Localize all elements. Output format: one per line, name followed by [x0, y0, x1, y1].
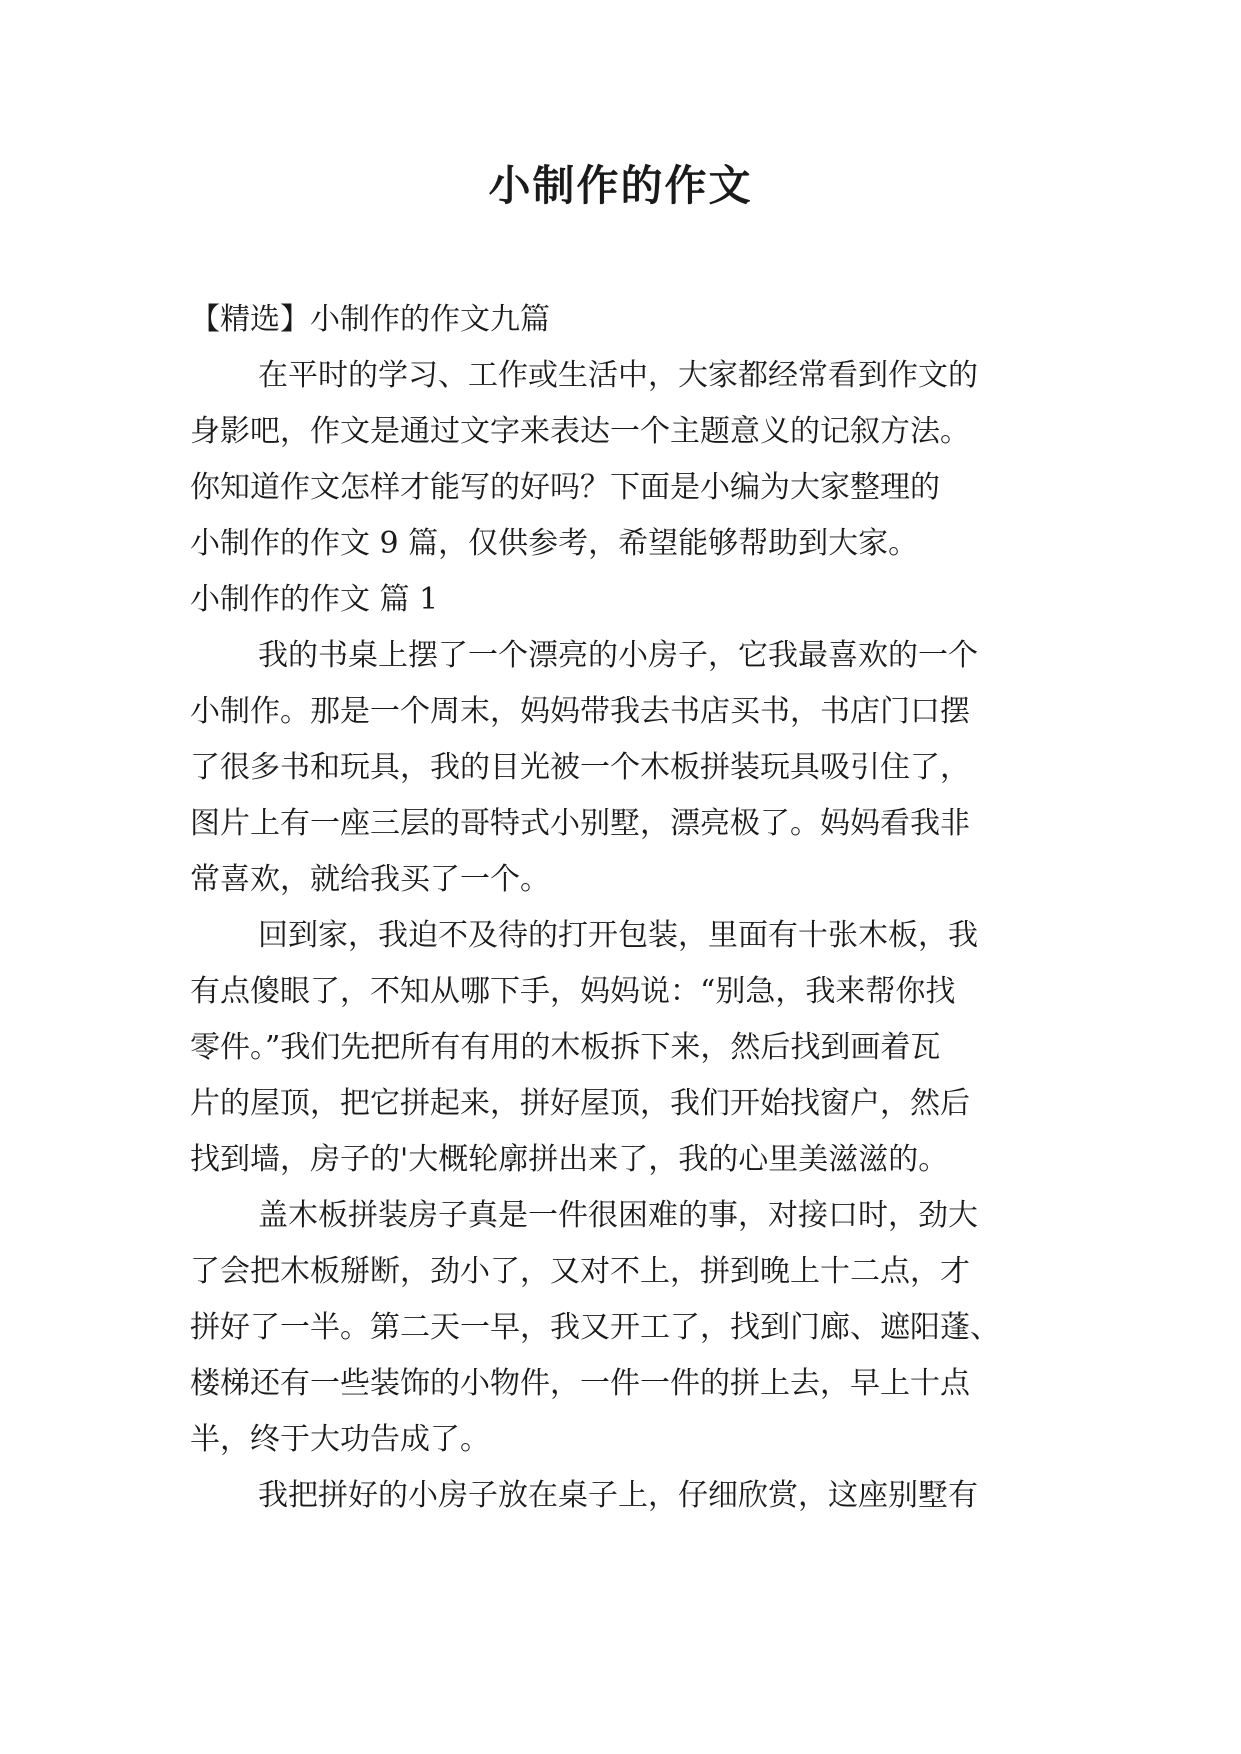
body-line: 片的屋顶，把它拼起来，拼好屋顶，我们开始找窗户，然后: [190, 1086, 970, 1121]
body-line: 盖木板拼装房子真是一件很困难的事，对接口时，劲大: [258, 1198, 978, 1233]
body-line: 图片上有一座三层的哥特式小别墅，漂亮极了。妈妈看我非: [190, 806, 970, 841]
body-line: 你知道作文怎样才能写的好吗？下面是小编为大家整理的: [190, 470, 940, 505]
document-title: 小制作的作文: [488, 161, 753, 210]
body-line: 在平时的学习、工作或生活中，大家都经常看到作文的: [258, 358, 978, 393]
body-line: 了会把木板掰断，劲小了，又对不上，拼到晚上十二点，才: [190, 1254, 970, 1289]
body-line: 有点傻眼了，不知从哪下手，妈妈说：“别急，我来帮你找: [190, 974, 956, 1009]
body-line: 我的书桌上摆了一个漂亮的小房子，它我最喜欢的一个: [258, 638, 978, 673]
body-line: 楼梯还有一些装饰的小物件，一件一件的拼上去，早上十点: [190, 1366, 970, 1401]
section-heading: 小制作的作文 篇 1: [190, 582, 439, 617]
body-line: 半，终于大功告成了。: [190, 1422, 490, 1457]
body-line: 零件。”我们先把所有有用的木板拆下来，然后找到画着瓦: [190, 1030, 941, 1065]
body-line: 回到家，我迫不及待的打开包装，里面有十张木板，我: [258, 918, 978, 953]
body-line: 【精选】小制作的作文九篇: [190, 302, 550, 337]
body-line: 小制作的作文 9 篇，仅供参考，希望能够帮助到大家。: [190, 526, 919, 561]
body-line: 小制作。那是一个周末，妈妈带我去书店买书，书店门口摆: [190, 694, 970, 729]
body-line: 身影吧，作文是通过文字来表达一个主题意义的记叙方法。: [190, 414, 970, 449]
body-line: 我把拼好的小房子放在桌子上，仔细欣赏，这座别墅有: [258, 1478, 978, 1513]
body-line: 常喜欢，就给我买了一个。: [190, 862, 550, 897]
document-body: [190, 292, 1060, 1524]
body-line: 拼好了一半。第二天一早，我又开工了，找到门廊、遮阳蓬、: [190, 1310, 1000, 1345]
body-line: 找到墙，房子的'大概轮廓拼出来了，我的心里美滋滋的。: [190, 1142, 949, 1177]
body-line: 了很多书和玩具，我的目光被一个木板拼装玩具吸引住了，: [190, 750, 970, 785]
